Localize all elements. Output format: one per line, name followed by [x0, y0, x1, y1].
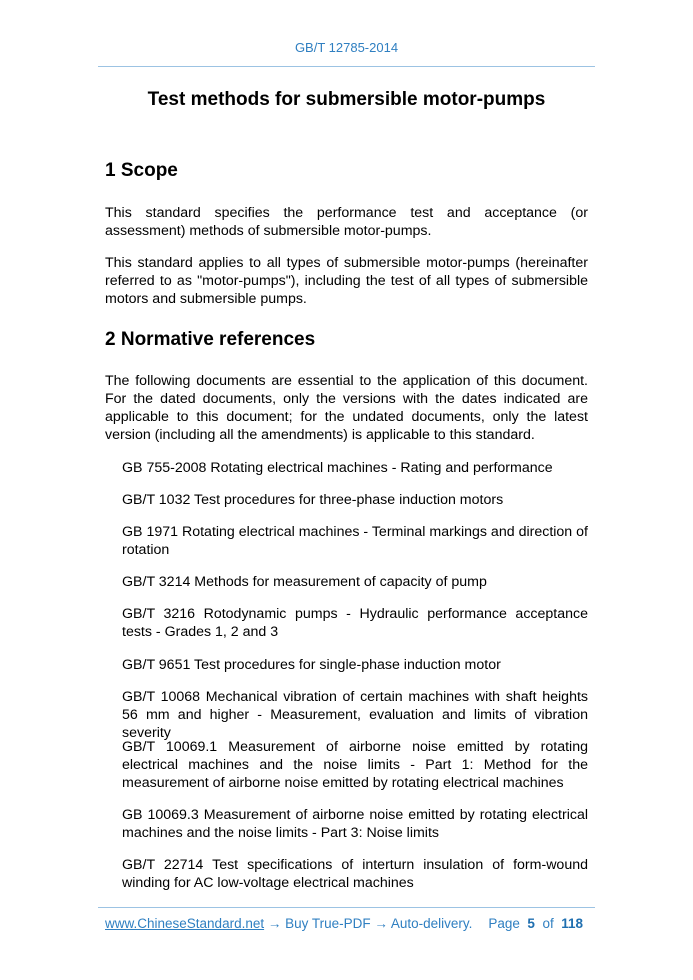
reference-item: GB/T 22714 Test specifications of interturn insulation of form-wound winding for AC low-voltage electrical machines	[122, 857, 588, 891]
reference-item: GB/T 10069.1 Measurement of airborne noise emitted by rotating electrical machines and the noise limits - Part 1: Method for the measurement of airborne noise emitted by rotating electrical machines	[122, 739, 588, 791]
footer-promo-text: → Buy True-PDF → Auto-delivery.	[264, 916, 473, 931]
paragraph: The following documents are essential to the application of this document. For the dated documents, only the versions with the dates indicated are applicable to this document; for the undated documents, only the latest version (including all the amendments) is applicable to this standard.	[105, 373, 588, 443]
page-label: Page	[488, 916, 520, 931]
paragraph: This standard applies to all types of submersible motor-pumps (hereinafter referred to as "motor-pumps"), including the test of all types of submersible motors and submersible pumps.	[105, 255, 588, 307]
header-doc-id: GB/T 12785-2014	[294, 40, 399, 55]
paragraph: This standard specifies the performance test and acceptance (or assessment) methods of submersible motor-pumps.	[105, 205, 588, 239]
website-link[interactable]: www.ChineseStandard.net	[105, 916, 265, 931]
reference-item: GB 755-2008 Rotating electrical machines - Rating and performance	[122, 460, 553, 476]
footer	[105, 916, 583, 931]
reference-item: GB/T 3216 Rotodynamic pumps - Hydraulic performance acceptance tests - Grades 1, 2 and 3	[122, 606, 588, 640]
reference-item: GB 1971 Rotating electrical machines - Terminal markings and direction of rotation	[122, 524, 588, 558]
page-title: Test methods for submersible motor-pumps	[147, 89, 546, 110]
footer-promo	[105, 916, 472, 931]
reference-item: GB/T 9651 Test procedures for single-phase induction motor	[122, 657, 501, 673]
section-heading-normative-references: 2 Normative references	[105, 329, 316, 350]
section-heading-scope: 1 Scope	[105, 160, 178, 181]
page-indicator	[488, 916, 583, 931]
reference-item: GB 10069.3 Measurement of airborne noise emitted by rotating electrical machines and the noise limits - Part 3: Noise limits	[122, 807, 588, 841]
of-label: of	[542, 916, 554, 931]
reference-item: GB/T 3214 Methods for measurement of capacity of pump	[122, 574, 487, 590]
page-number: 5	[527, 916, 535, 931]
footer-rule	[98, 907, 595, 908]
reference-item: GB/T 10068 Mechanical vibration of certain machines with shaft heights 56 mm and higher - Measurement, evaluation and limits of vibration severity	[122, 689, 588, 741]
page-total: 118	[561, 916, 583, 931]
header-rule	[98, 66, 595, 67]
reference-item: GB/T 1032 Test procedures for three-phase induction motors	[122, 492, 504, 508]
